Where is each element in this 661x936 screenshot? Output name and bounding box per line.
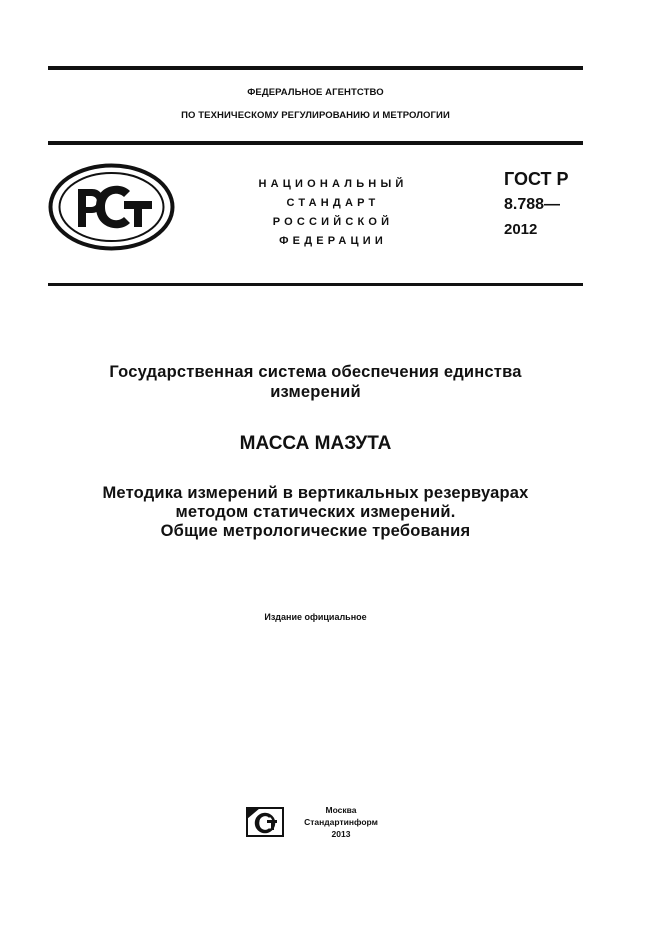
main-title: МАССА МАЗУТА xyxy=(239,433,392,454)
publisher-info xyxy=(296,804,386,840)
designation-line-3: 2012 xyxy=(504,221,538,238)
header-rule xyxy=(48,141,583,145)
subtitle-line-3: Общие метрологические требования xyxy=(160,522,471,540)
national-standard-line-1: НАЦИОНАЛЬНЫЙ xyxy=(258,178,408,190)
national-standard-line-3: РОССИЙСКОЙ xyxy=(272,216,394,228)
header-bottom-rule xyxy=(48,283,583,286)
rst-logo-icon xyxy=(48,163,175,251)
edition-label: Издание официальное xyxy=(264,612,367,622)
standartinform-logo-icon xyxy=(246,807,284,837)
designation-line-2: 8.788— xyxy=(504,196,561,213)
system-title-line-1: Государственная система обеспечения единства xyxy=(109,363,522,381)
publisher-year: 2013 xyxy=(331,829,351,839)
subtitle-line-2: методом статических измерений. xyxy=(175,503,456,521)
subtitle-line-1: Методика измерений в вертикальных резервуарах xyxy=(102,484,529,502)
subtitle xyxy=(48,484,583,541)
agency-line-1: ФЕДЕРАЛЬНОЕ АГЕНТСТВО xyxy=(247,87,384,98)
national-standard-line-4: ФЕДЕРАЦИИ xyxy=(279,235,387,247)
system-title-line-2: измерений xyxy=(270,383,361,401)
national-standard-label xyxy=(228,175,438,251)
agency-line-2: ПО ТЕХНИЧЕСКОМУ РЕГУЛИРОВАНИЮ И МЕТРОЛОГИИ xyxy=(181,110,450,121)
national-standard-line-2: СТАНДАРТ xyxy=(286,197,380,209)
system-title xyxy=(48,362,583,402)
publisher-city: Москва xyxy=(325,805,357,815)
designation-line-1: ГОСТ Р xyxy=(504,169,569,189)
standard-designation xyxy=(504,167,569,242)
top-rule xyxy=(48,66,583,70)
publisher-name: Стандартинформ xyxy=(304,817,378,827)
